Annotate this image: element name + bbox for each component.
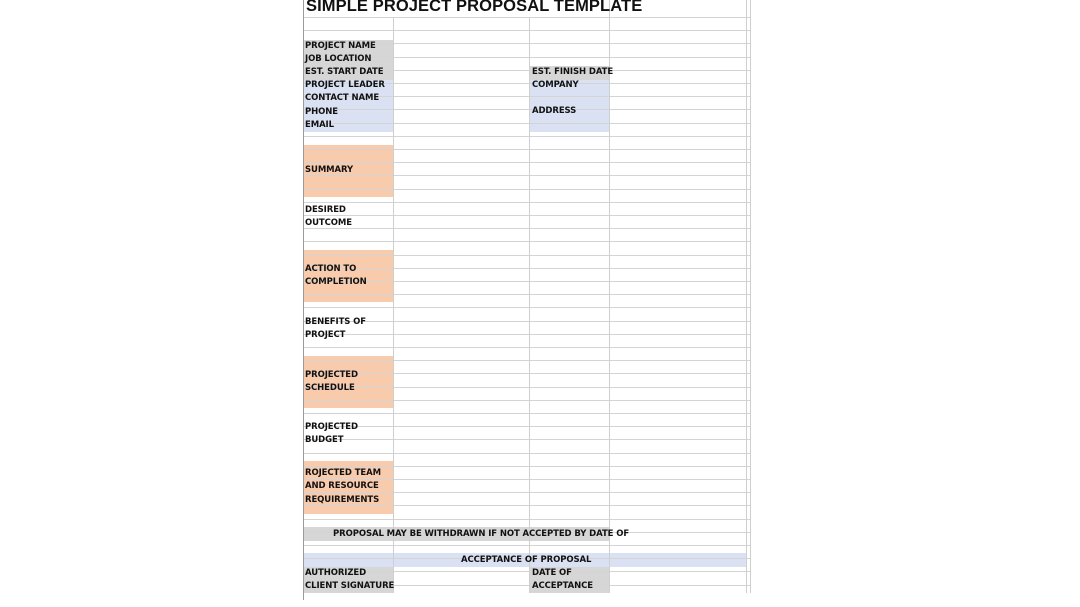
grid-column-line: [746, 0, 747, 593]
grid-column-line: [529, 17, 530, 593]
grid-row-line: [303, 519, 750, 520]
label-benefits-2: PROJECT: [305, 330, 346, 340]
label-contact-name: CONTACT NAME: [305, 93, 380, 103]
label-desired-outcome-1: DESIRED: [305, 205, 346, 215]
grid-row-line: [303, 439, 750, 440]
grid-row-line: [303, 453, 750, 454]
label-budget-1: PROJECTED: [305, 422, 358, 432]
label-withdrawn-notice: PROPOSAL MAY BE WITHDRAWN IF NOT ACCEPTED BY DATE OF: [333, 529, 630, 539]
grid-row-line: [303, 241, 750, 242]
grid-row-line: [303, 426, 750, 427]
grid-row-line: [303, 109, 750, 110]
label-team-1: ROJECTED TEAM: [305, 468, 381, 478]
grid-row-line: [303, 321, 750, 322]
label-action-1: ACTION TO: [305, 264, 357, 274]
label-company: COMPANY: [532, 80, 579, 90]
grid-row-line: [303, 373, 750, 374]
label-team-3: REQUIREMENTS: [305, 495, 380, 505]
label-schedule-2: SCHEDULE: [305, 383, 355, 393]
grid-row-line: [303, 30, 750, 31]
label-project-leader: PROJECT LEADER: [305, 80, 385, 90]
label-schedule-1: PROJECTED: [305, 370, 358, 380]
grid-row-line: [303, 123, 750, 124]
grid-row-line: [303, 307, 750, 308]
label-authorized-1: AUTHORIZED: [305, 568, 367, 578]
grid-row-line: [303, 400, 750, 401]
grid-column-line: [609, 0, 610, 593]
grid-column-line: [393, 17, 394, 593]
grid-row-line: [303, 294, 750, 295]
grid-row-line: [303, 175, 750, 176]
label-summary: SUMMARY: [305, 165, 354, 175]
grid-row-line: [303, 387, 750, 388]
label-project-name: PROJECT NAME: [305, 41, 376, 51]
grid-row-line: [303, 545, 750, 546]
grid-row-line: [303, 202, 750, 203]
grid-row-line: [303, 17, 750, 18]
grid-row-line: [303, 162, 750, 163]
label-acceptance-header: ACCEPTANCE OF PROPOSAL: [461, 555, 592, 565]
grid-row-line: [303, 360, 750, 361]
label-date-of-1: DATE OF: [532, 568, 572, 578]
label-address: ADDRESS: [532, 106, 577, 116]
grid-row-line: [303, 215, 750, 216]
label-budget-2: BUDGET: [305, 435, 344, 445]
grid-row-line: [303, 413, 750, 414]
grid-row-line: [303, 347, 750, 348]
grid-row-line: [303, 136, 750, 137]
label-job-location: JOB LOCATION: [305, 54, 372, 64]
grid-row-line: [303, 334, 750, 335]
label-email: EMAIL: [305, 120, 334, 130]
page-title: SIMPLE PROJECT PROPOSAL TEMPLATE: [306, 0, 643, 15]
grid-row-line: [303, 149, 750, 150]
label-action-2: COMPLETION: [305, 277, 367, 287]
grid-row-line: [303, 228, 750, 229]
label-team-2: AND RESOURCE: [305, 481, 379, 491]
grid-row-line: [303, 281, 750, 282]
label-est-start-date: EST. START DATE: [305, 67, 384, 77]
label-authorized-2: CLIENT SIGNATURE: [305, 581, 395, 591]
grid-row-line: [303, 268, 750, 269]
grid-column-line: [303, 0, 304, 600]
grid-row-line: [303, 255, 750, 256]
label-benefits-1: BENEFITS OF: [305, 317, 366, 327]
grid-row-line: [303, 571, 750, 572]
grid-row-line: [303, 189, 750, 190]
label-date-of-2: ACCEPTANCE: [532, 581, 593, 591]
grid-column-line: [750, 0, 751, 593]
label-desired-outcome-2: OUTCOME: [305, 218, 352, 228]
label-phone: PHONE: [305, 107, 338, 117]
label-est-finish-date: EST. FINISH DATE: [532, 67, 614, 77]
